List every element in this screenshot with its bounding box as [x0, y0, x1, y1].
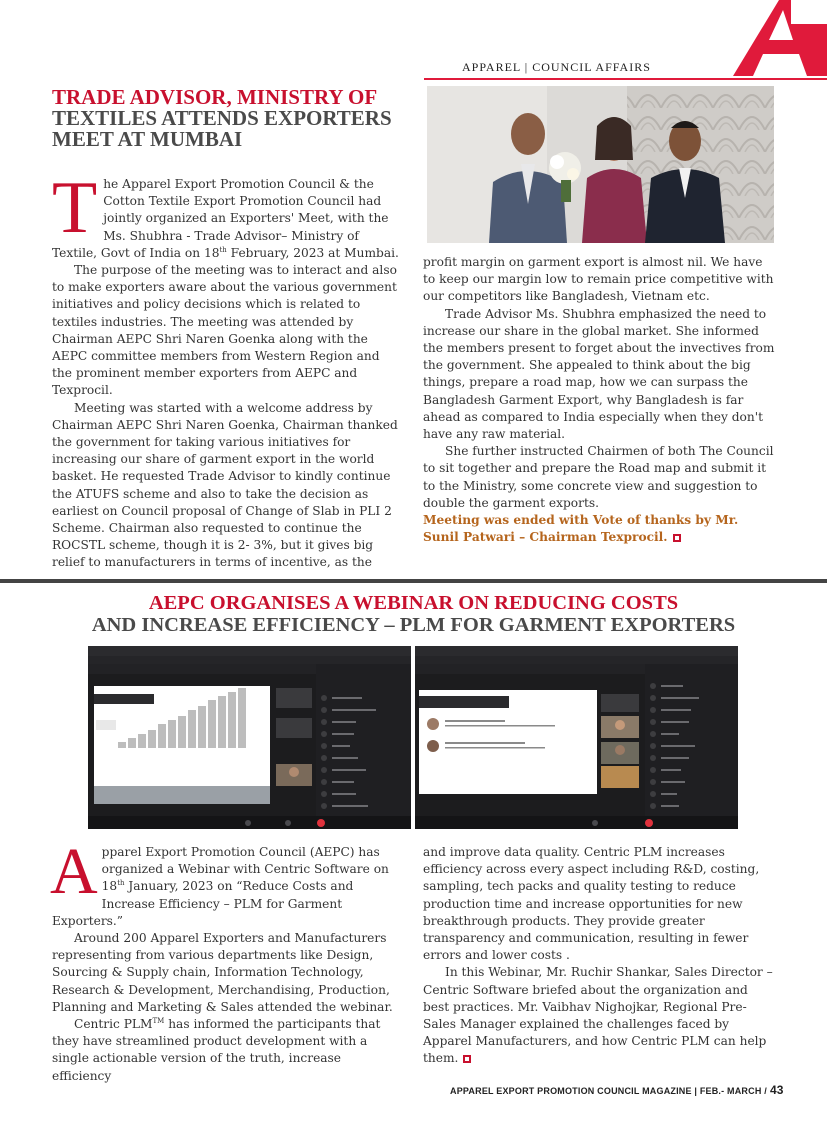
meeting-photo	[427, 86, 774, 243]
section-logo-icon	[687, 0, 827, 76]
footer-magazine: APPAREL EXPORT PROMOTION COUNCIL MAGAZINE | FEB.- MARCH /	[450, 1086, 767, 1096]
article1-title-line3: MEET AT MUMBAI	[52, 127, 243, 151]
end-mark-icon-2	[463, 1055, 471, 1063]
article1-closing: Meeting was ended with Vote of thanks by Mr. Sunil Patwari – Chairman Texprocil.	[423, 513, 739, 545]
end-mark-icon	[673, 534, 681, 542]
webinar-screenshot-1	[88, 646, 411, 829]
webinar-screenshot-2	[415, 646, 738, 829]
article2-paragraph-3: Centric PLM™ has informed the participants that they have streamlined product development with a single actionable version of the truth, increase efficiency	[52, 1016, 381, 1083]
trademark-sup: TM	[152, 1016, 165, 1025]
article1-title-line2: TEXTILES ATTENDS EXPORTERS	[52, 106, 392, 130]
article1-paragraph-3: Meeting was started with a welcome address by Chairman AEPC Shri Naren Goenka, Chairman thanked the government for taking various initiatives for increasing our share of garment export in the world basket. He requested Trade Advisor to kindly continue the ATUFS scheme and also to take the decision as earliest on Council proposal of Change of Slab in PLI 2 Scheme. Chairman also requested to continue the ROCSTL scheme, though it is 2- 3%, but it gives big relief to manufacturers in terms of incentive, as the	[52, 400, 398, 570]
article2-paragraph-4: and improve data quality. Centric PLM increases efficiency across every aspect including R&D, costing, sampling, tech packs and quality testing to reduce production time and increase opportunities for new breakthrough products. They provide greater transparency and communication, resulting in fewer errors and lower costs .	[423, 845, 760, 963]
article1-title	[52, 87, 412, 150]
article2-title-line2: AND INCREASE EFFICIENCY – PLM FOR GARMENT EXPORTERS	[91, 614, 736, 636]
article1-paragraph-4: profit margin on garment export is almost nil. We have to keep our margin low to remain price competitive with our competitors like Bangladesh, Vietnam etc.	[423, 255, 774, 304]
dropcap-a: A	[50, 835, 98, 908]
article2-title-line1: AEPC ORGANISES A WEBINAR ON REDUCING COSTS	[148, 592, 679, 614]
header-rule	[424, 78, 827, 80]
article1-column-right	[423, 254, 775, 546]
section-divider	[0, 579, 827, 583]
article1-column-left	[52, 167, 401, 572]
article2-column-right	[423, 844, 775, 1068]
superscript-th: th	[219, 245, 227, 254]
article1-paragraph-2: The purpose of the meeting was to interact and also to make exporters aware about the various government initiatives and policy decisions which is related to textiles industries. The meeting was attended by Chairman AEPC Shri Naren Goenka along with the AEPC committee members from Western Region and the prominent member exporters from AEPC and Texprocil.	[52, 263, 397, 398]
page-footer	[450, 1083, 784, 1097]
dropcap-t: T	[52, 167, 98, 249]
article1-paragraph-1a: he Apparel Export Promotion Council & the Cotton Textile Export Promotion Council had jointly organized an Exporters' Meet, with the Ms. Shubhra - Trade Advisor– Ministry of Textile, Govt of India on 18	[52, 177, 389, 260]
article2-title	[0, 592, 827, 636]
article1-title-line1: TRADE ADVISOR, MINISTRY OF	[52, 85, 378, 109]
section-label: APPAREL | COUNCIL AFFAIRS	[462, 60, 651, 74]
article1-paragraph-5: Trade Advisor Ms. Shubhra emphasized the need to increase our share in the global market. She informed the members present to forget about the invectives from the government. She appealed to think about the big things, prepare a road map, how we can surpass the Bangladesh Garment Export, why Bangladesh is far ahead as compared to India especially when they don't have any raw material.	[423, 306, 775, 442]
article2-paragraph-1b: January, 2023 on “Reduce Costs and Increase Efficiency – PLM for Garment Exporters.”	[52, 879, 354, 928]
superscript-th-2: th	[117, 879, 125, 888]
article2-paragraph-5: In this Webinar, Mr. Ruchir Shankar, Sales Director – Centric Software briefed about the organization and best practices. Mr. Vaibhav Nighojkar, Regional Pre-Sales Manager explained the challenges faced by Apparel Manufacturers, and how Centric PLM can help them.	[423, 965, 773, 1066]
article1-paragraph-1b: February, 2023 at Mumbai.	[226, 245, 399, 260]
article2-paragraph-2: Around 200 Apparel Exporters and Manufacturers representing from various departments like Design, Sourcing & Supply chain, Information Technology, Research & Development, Merchandising, Production, Planning and Marketing & Sales attended the webinar.	[52, 931, 393, 1014]
article1-paragraph-6: She further instructed Chairmen of both The Council to sit together and prepare the Road map and submit it to the Ministry, some concrete view and suggestion to double the garment exports.	[423, 444, 774, 510]
article2-paragraph-1a: pparel Export Promotion Council (AEPC) has organized a Webinar with Centric Software on 18	[101, 845, 389, 894]
page-number: 43	[769, 1083, 784, 1097]
article2-column-left	[50, 835, 404, 1085]
